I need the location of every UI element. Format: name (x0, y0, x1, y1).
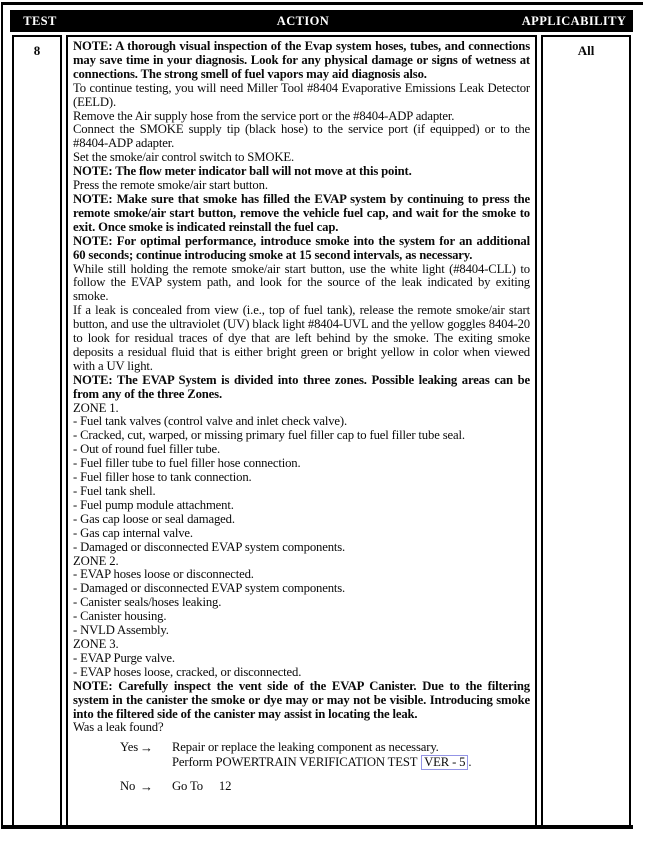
decision-no-result (172, 780, 530, 794)
action-cell (66, 35, 537, 827)
action-paragraph: - Gas cap internal valve. (73, 525, 193, 540)
right-arrow-icon: → (140, 779, 153, 795)
action-paragraph: NOTE: Make sure that smoke has filled the EVAP system by continuing to press the remote smoke/air start button, remove the vehicle fuel cap, and wait for the smoke to exit. Once smoke is indicated reinstall the fuel cap. (73, 191, 530, 234)
ver-5-link[interactable]: VER - 5 (421, 755, 468, 770)
table-header-row (10, 10, 633, 32)
right-arrow-icon: → (140, 740, 153, 756)
goto-target: 12 (218, 779, 232, 794)
decision-row-yes (120, 741, 530, 770)
decision-yes-result (172, 741, 530, 770)
action-paragraph: ZONE 1. (73, 400, 119, 415)
action-paragraph: - Damaged or disconnected EVAP system components. (73, 539, 346, 554)
action-paragraph: NOTE: A thorough visual inspection of the Evap system hoses, tubes, and connections may save time in your diagnosis. Look for any physical damage or signs of wetness at connections. The strong smell of fuel vapors may aid diagnosis also. (73, 39, 530, 81)
header-test: TEST (23, 14, 57, 28)
page-left-rule (1, 2, 3, 829)
action-paragraph: - EVAP Purge valve. (73, 650, 175, 665)
applicability-value: All (577, 43, 595, 58)
action-paragraph: - Cracked, cut, warped, or missing primary fuel filler cap to fuel filler tube seal. (73, 428, 465, 443)
action-paragraph: - NVLD Assembly. (73, 623, 169, 638)
action-paragraph: If a leak is concealed from view (i.e., top of fuel tank), release the remote smoke/air start button, and use the ultraviolet (UV) black light #8404-UVL and the yellow goggles 8404-20 to look for residual traces of dye that are left behind by the smoke. The exiting smoke deposits a residual fluid that is either bright green or bright yellow in color when viewed with a UV light. (73, 303, 530, 373)
action-paragraph: Press the remote smoke/air start button. (73, 178, 268, 193)
header-applicability: APPLICABILITY (521, 14, 627, 28)
action-paragraph: Was a leak found? (73, 720, 164, 735)
action-paragraph: ZONE 3. (73, 636, 119, 651)
action-paragraph: Remove the Air supply hose from the service port or the #8404-ADP adapter. (73, 108, 455, 123)
page-top-rule (2, 2, 643, 5)
action-paragraph: To continue testing, you will need Miller Tool #8404 Evaporative Emissions Leak Detector (EELD). (73, 80, 530, 109)
decision-no-goto (172, 780, 530, 794)
action-paragraph: - Out of round fuel filler tube. (73, 442, 221, 457)
decision-yes-label: Yes (120, 740, 139, 755)
action-paragraph: Set the smoke/air control switch to SMOKE. (73, 150, 294, 165)
action-paragraph: - Canister seals/hoses leaking. (73, 595, 222, 610)
action-paragraph: - Fuel pump module attachment. (73, 497, 234, 512)
test-number: 8 (33, 43, 41, 58)
action-paragraph: - Fuel filler tube to fuel filler hose connection. (73, 456, 301, 471)
goto-label: Go To (172, 779, 203, 794)
action-paragraph: - EVAP hoses loose, cracked, or disconnected. (73, 664, 302, 679)
action-paragraph: - Canister housing. (73, 609, 167, 624)
action-paragraph: NOTE: The flow meter indicator ball will not move at this point. (73, 164, 412, 179)
test-number-cell (12, 35, 62, 827)
action-paragraph: While still holding the remote smoke/air start button, use the white light (#8404-CLL) to follow the EVAP system path, and look for the source of the leak indicated by exiting smoke. (73, 261, 530, 304)
decision-yes-line2-period: . (468, 755, 472, 770)
action-paragraph: - Gas cap loose or seal damaged. (73, 511, 235, 526)
decision-yes-line2 (172, 755, 530, 770)
decision-no-label: No (120, 779, 136, 794)
header-action: ACTION (276, 14, 330, 28)
action-paragraphs (73, 40, 530, 735)
action-paragraph: NOTE: For optimal performance, introduce smoke into the system for an additional 60 seconds; continue introducing smoke at 15 second intervals, as necessary. (73, 233, 530, 262)
action-paragraph: - Fuel filler hose to tank connection. (73, 470, 252, 485)
action-paragraph: ZONE 2. (73, 553, 119, 568)
action-paragraph: Connect the SMOKE supply tip (black hose) to the service port (if equipped) or to the #8404-ADP adapter. (73, 122, 530, 151)
decision-row-no (120, 780, 530, 794)
action-paragraph: NOTE: Carefully inspect the vent side of the EVAP Canister. Due to the filtering system in the canister the smoke or dye may or may not be visible. Introducing smoke into the filtered side of the canister may assist in locating the leak. (73, 678, 530, 721)
applicability-cell (541, 35, 631, 827)
action-paragraph: - Damaged or disconnected EVAP system components. (73, 581, 346, 596)
table-bottom-rule (1, 825, 633, 829)
action-paragraph: - EVAP hoses loose or disconnected. (73, 567, 254, 582)
action-paragraph: - Fuel tank valves (control valve and inlet check valve). (73, 414, 347, 429)
action-paragraph: - Fuel tank shell. (73, 484, 156, 498)
decision-yes-line2-text: Perform POWERTRAIN VERIFICATION TEST (172, 755, 421, 770)
action-paragraph: NOTE: The EVAP System is divided into three zones. Possible leaking areas can be from any of the three Zones. (73, 372, 530, 401)
decision-yes-line1: Repair or replace the leaking component as necessary. (172, 740, 439, 755)
